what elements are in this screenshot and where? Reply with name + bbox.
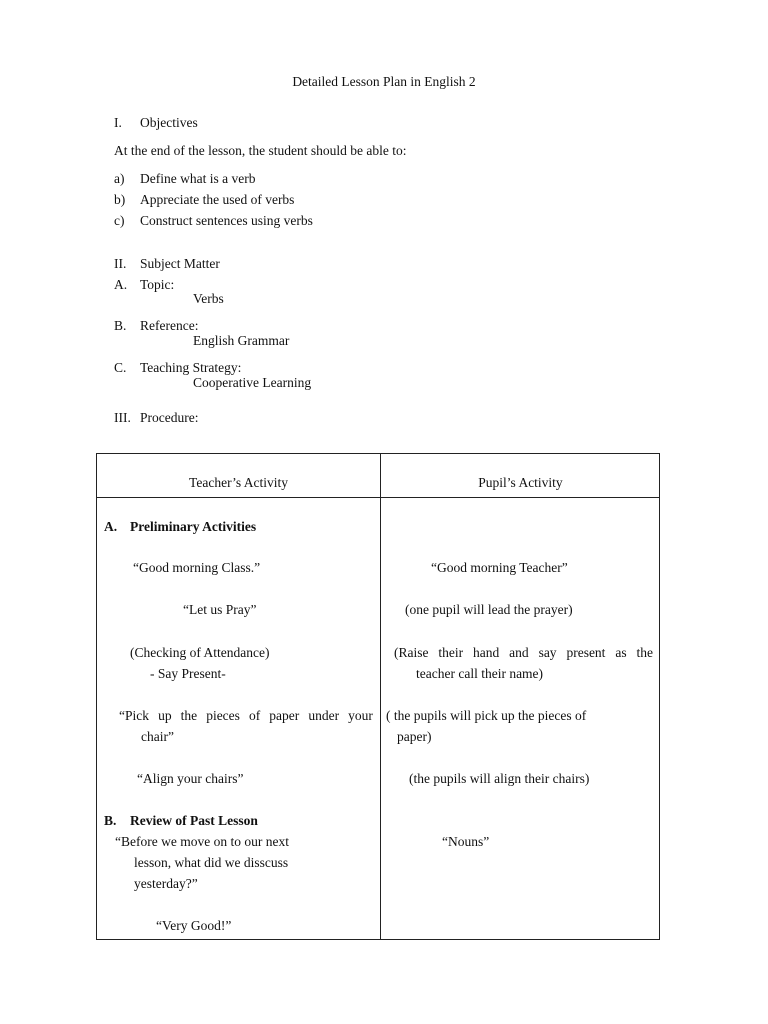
word: present — [566, 645, 606, 660]
section-b-marker: B. — [104, 813, 117, 828]
teacher-line: yesterday?” — [134, 876, 198, 891]
section-heading-procedure: Procedure: — [140, 410, 199, 425]
subject-label-reference: Reference: — [140, 318, 199, 333]
objective-marker: b) — [114, 192, 126, 207]
pupil-line: “Good morning Teacher” — [431, 560, 568, 575]
header-pupil-activity: Pupil’s Activity — [478, 475, 563, 490]
objective-item: Appreciate the used of verbs — [140, 192, 295, 207]
teacher-line: chair” — [141, 729, 174, 744]
pupil-line: (one pupil will lead the prayer) — [405, 602, 573, 617]
section-heading-subject-matter: Subject Matter — [140, 256, 220, 271]
pupil-justified-line — [394, 645, 653, 661]
header-divider — [97, 497, 659, 498]
pupil-line: “Nouns” — [442, 834, 490, 849]
subject-marker: C. — [114, 360, 127, 375]
section-a-marker: A. — [104, 519, 118, 534]
subject-value-topic: Verbs — [193, 291, 224, 306]
word: under — [308, 708, 340, 723]
objective-marker: c) — [114, 213, 125, 228]
word: the — [636, 645, 653, 660]
subject-marker: B. — [114, 318, 127, 333]
word: as — [615, 645, 627, 660]
word: their — [438, 645, 464, 660]
teacher-line: “Very Good!” — [156, 918, 232, 933]
subject-label-strategy: Teaching Strategy: — [140, 360, 242, 375]
section-number-subject-matter: II. — [114, 256, 127, 271]
subject-value-strategy: Cooperative Learning — [193, 375, 312, 390]
pupil-line: (the pupils will align their chairs) — [409, 771, 590, 786]
word: hand — [473, 645, 500, 660]
subject-value-reference: English Grammar — [193, 333, 290, 348]
activity-table — [96, 453, 660, 940]
section-heading-objectives: Objectives — [140, 115, 198, 130]
teacher-line: - Say Present- — [150, 666, 226, 681]
word: “Pick — [119, 708, 149, 723]
section-b-title: Review of Past Lesson — [130, 813, 258, 828]
teacher-line: lesson, what did we disscuss — [134, 855, 289, 870]
teacher-line: “Align your chairs” — [137, 771, 244, 786]
objective-item: Define what is a verb — [140, 171, 256, 186]
section-number-procedure: III. — [114, 410, 131, 425]
subject-label-topic: Topic: — [140, 277, 175, 292]
objective-item: Construct sentences using verbs — [140, 213, 313, 228]
pupil-line: teacher call their name) — [416, 666, 544, 681]
teacher-justified-line — [119, 708, 373, 724]
objectives-intro: At the end of the lesson, the student should be able to: — [114, 143, 407, 158]
word: paper — [269, 708, 300, 723]
word: pieces — [206, 708, 240, 723]
page-title: Detailed Lesson Plan in English 2 — [292, 74, 476, 89]
word: (Raise — [394, 645, 429, 660]
word: of — [248, 708, 261, 723]
teacher-line: (Checking of Attendance) — [130, 645, 270, 660]
word: and — [509, 645, 529, 660]
word: up — [158, 708, 172, 723]
objective-marker: a) — [114, 171, 125, 186]
column-divider — [380, 454, 381, 939]
teacher-line: “Good morning Class.” — [133, 560, 261, 575]
word: the — [180, 708, 198, 723]
word: your — [348, 708, 373, 723]
header-teacher-activity: Teacher’s Activity — [189, 475, 288, 490]
teacher-line: “Let us Pray” — [183, 602, 257, 617]
section-number-objectives: I. — [114, 115, 122, 130]
teacher-line: “Before we move on to our next — [115, 834, 289, 849]
pupil-line: paper) — [397, 729, 432, 744]
subject-marker: A. — [114, 277, 128, 292]
word: say — [538, 645, 557, 660]
section-a-title: Preliminary Activities — [130, 519, 257, 534]
pupil-line: ( the pupils will pick up the pieces of — [386, 708, 587, 723]
